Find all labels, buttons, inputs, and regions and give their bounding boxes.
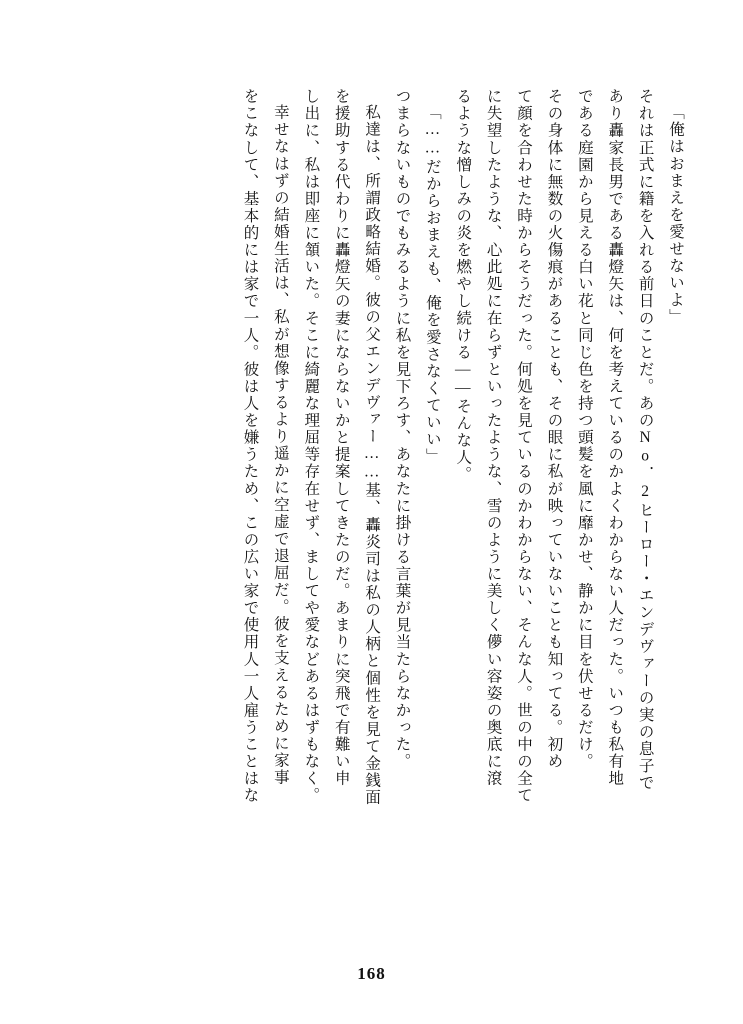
text-line: それは正式に籍を入れる前日のことだ。あのNo．2ヒーロー・エンデヴァーの実の息子で	[636, 88, 654, 792]
text-line: あり轟家長男である轟燈矢は、何を考えているのかよくわからない人だった。いつも私有地	[606, 88, 624, 788]
text-line: 「……だからおまえも、俺を愛さなくていい」	[423, 104, 441, 466]
text-line: て顔を合わせた時からそうだった。何処を見ているのかわからない、そんな人。世の中の全て	[515, 88, 533, 805]
text-line: 私達は、所謂政略結婚。彼の父エンデヴァー……基、轟炎司は私の人柄と個性を見て金銭面	[363, 104, 381, 807]
text-line: つまらないものでもみるように私を見下ろす、あなたに掛ける言葉が見当たらなかった。	[393, 88, 411, 770]
text-line: その身体に無数の火傷痕があることも、その眼に私が映っていないことも知ってる。初め	[545, 88, 563, 770]
text-line: るような憎しみの炎を燃やし続ける——そんな人。	[454, 88, 472, 484]
text-line: し出に、私は即座に頷いた。そこに綺麗な理屈等存在せず、ましてや愛などあるはずもなく。	[302, 88, 320, 805]
text-line: 「俺はおまえを愛せないよ」	[667, 104, 684, 326]
text-line: に失望したような、心此処に在らずといったような、雪のように美しく儚い容姿の奥底に滾	[484, 88, 502, 788]
vertical-text-body	[60, 88, 683, 928]
text-line: 幸せなはずの結婚生活は、私が想像するより遥かに空虚で退屈だ。彼を支えるために家事	[271, 104, 289, 786]
page-number: 168	[357, 964, 386, 983]
text-line: である庭園から見える白い花と同じ色を持つ頭髪を風に靡かせ、静かに目を伏せるだけ。	[575, 88, 593, 770]
text-line: をこなして、基本的には家で一人。彼は人を嫌うため、この広い家で使用人一人雇うことはな	[241, 88, 259, 805]
text-line: を援助する代わりに轟燈矢の妻にならないかと提案してきたのだ。あまりに突飛で有難い申	[332, 88, 350, 788]
